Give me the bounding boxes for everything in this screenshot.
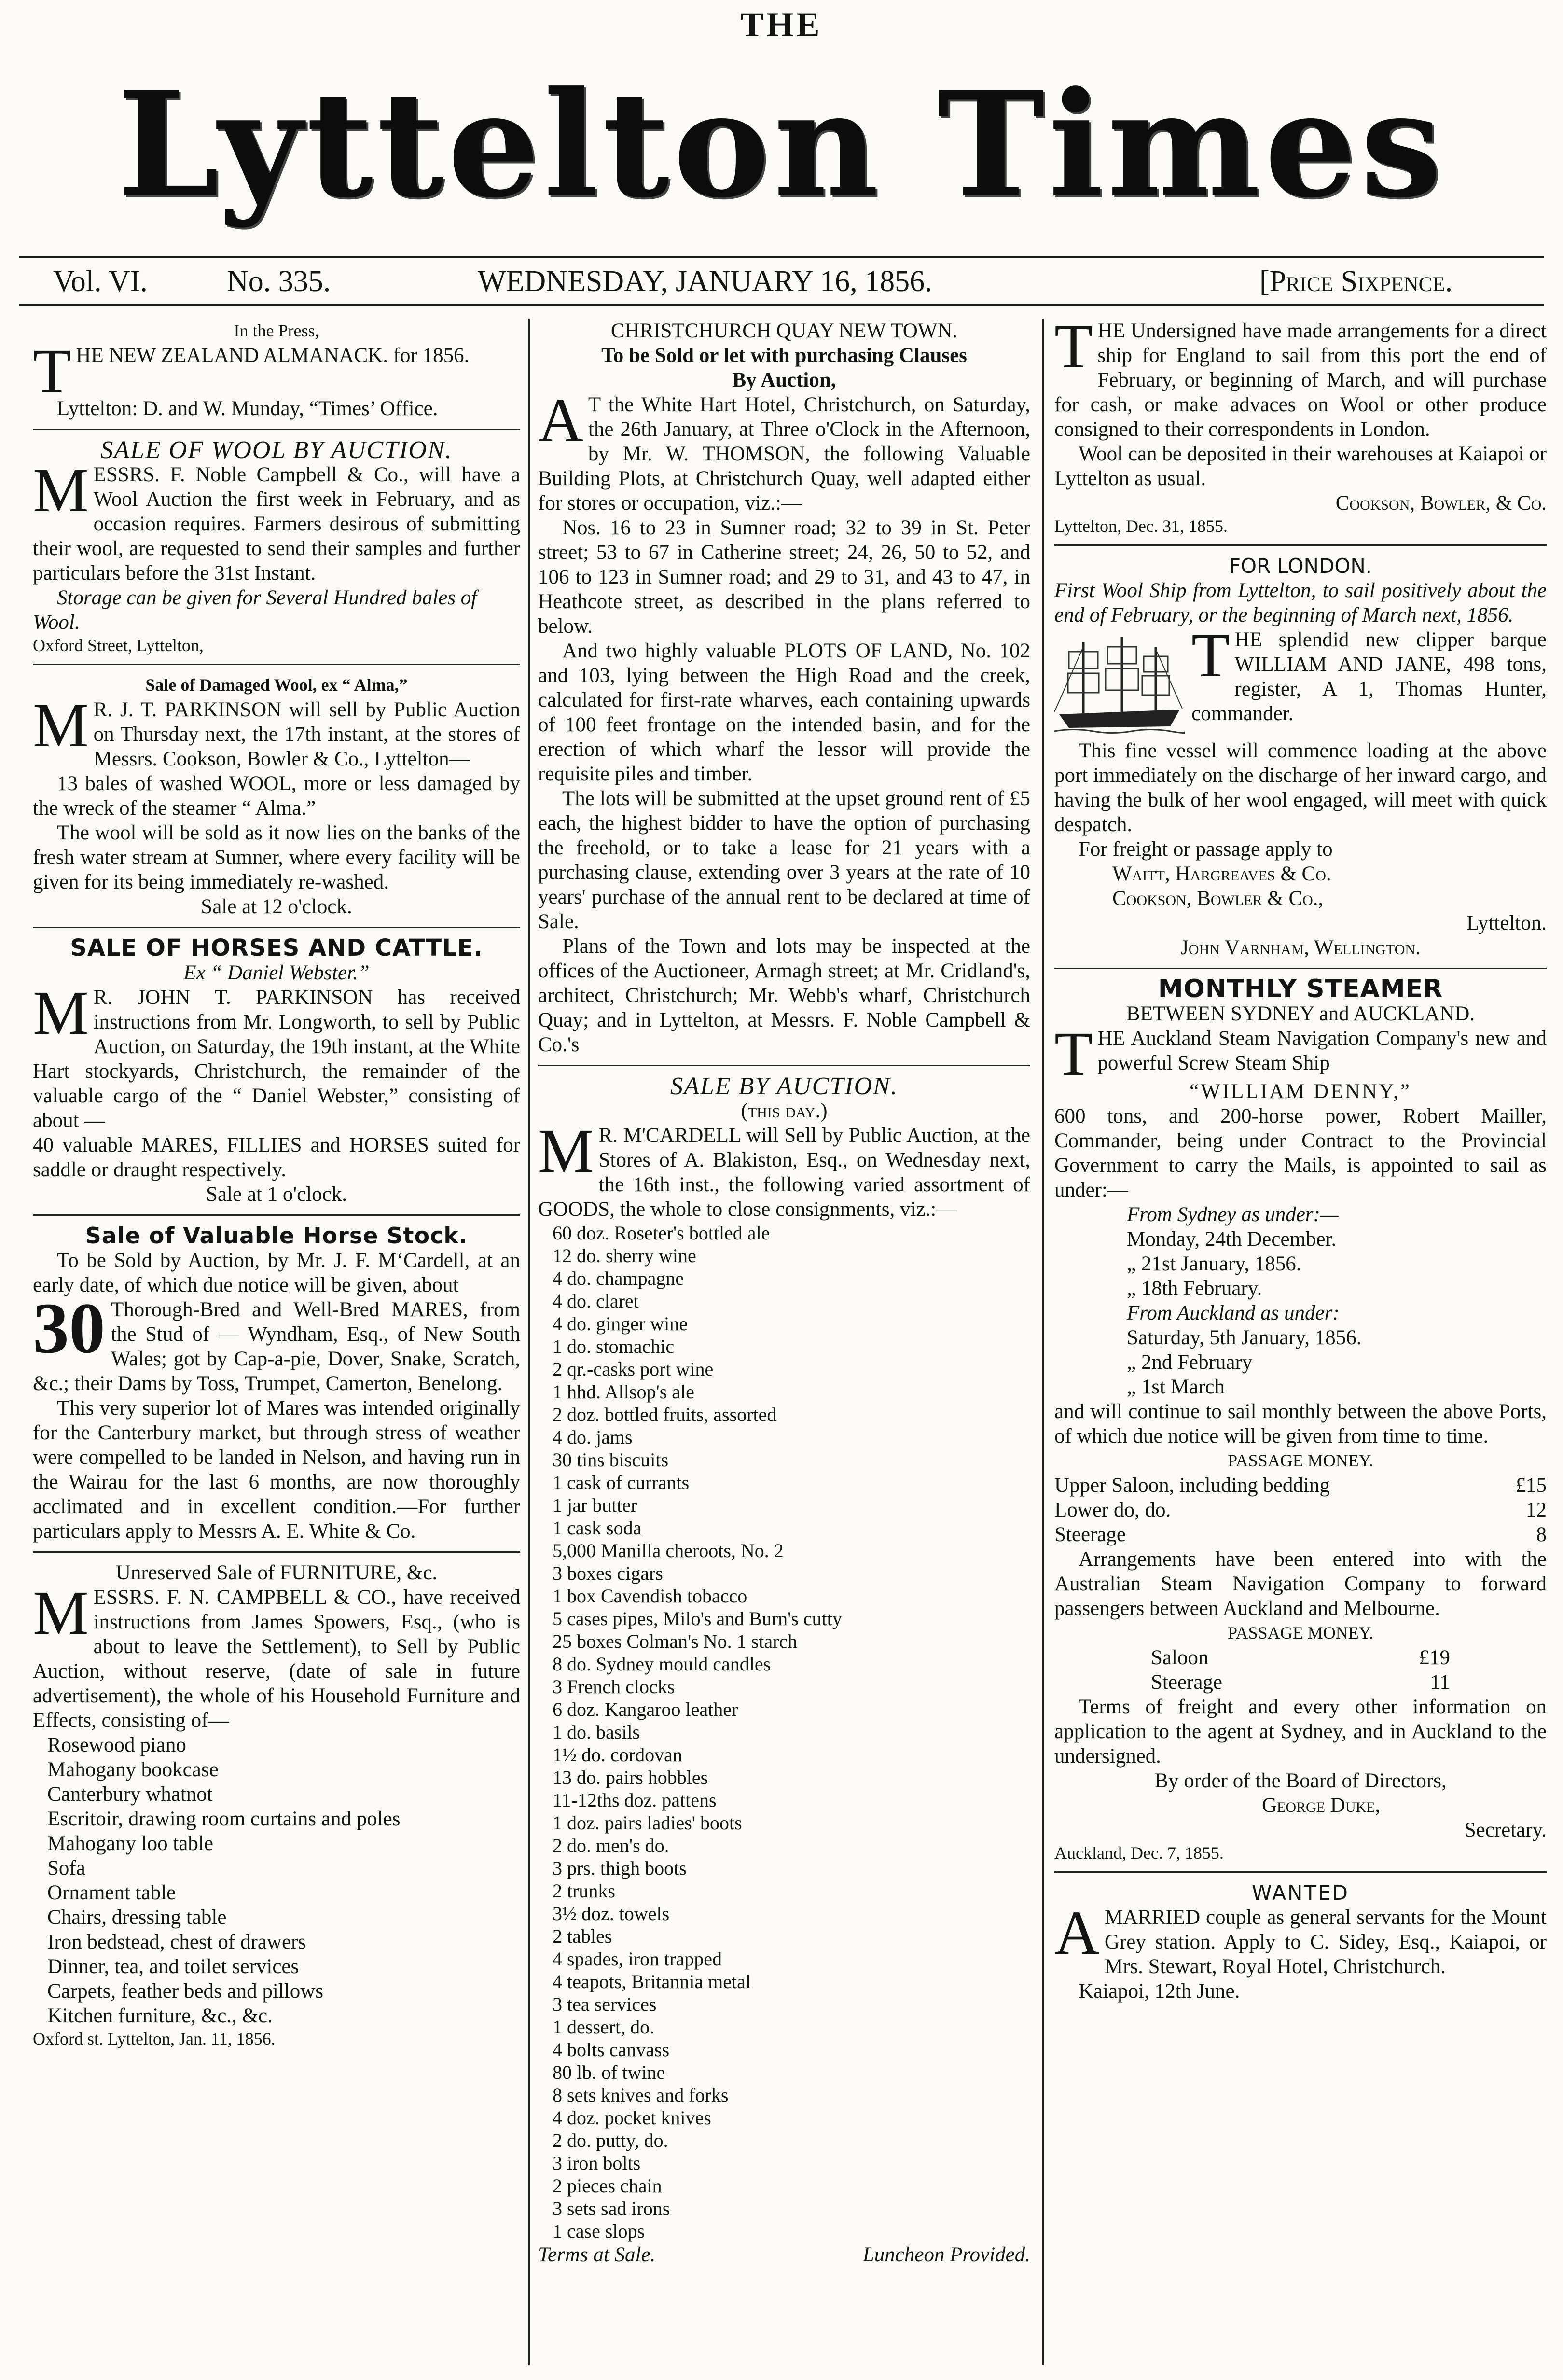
fares-table <box>1054 1645 1547 1695</box>
advert-paragraph: and will continue to sail monthly between the above Ports, of which due notice will be given from time to time. <box>1054 1400 1547 1447</box>
list-item: 5,000 Manilla cheroots, No. 2 <box>553 1540 784 1561</box>
list-item: 2 trunks <box>553 1880 615 1902</box>
advert-paragraph: The wool will be sold as it now lies on the banks of the fresh water stream at Sumner, where every facility will be given for its being immediately re-washed. <box>33 821 520 893</box>
list-item: 2 do. putty, do. <box>553 2129 668 2151</box>
list-item: 1 dessert, do. <box>553 2016 655 2038</box>
list-item: 13 do. pairs hobbles <box>553 1767 708 1788</box>
sailing-date: „ 1st March <box>1127 1376 1225 1398</box>
drop-cap: M <box>33 456 89 525</box>
furniture-list <box>33 1733 520 2028</box>
advert-signature: Lyttelton. <box>1466 912 1547 934</box>
auckland-heading: From Auckland as under: <box>1127 1302 1340 1324</box>
drop-cap: T <box>1054 319 1093 381</box>
list-item: Chairs, dressing table <box>47 1906 227 1929</box>
advert-paragraph: Terms of freight and every other information on application to the agent at Sydney, and in Auckland to the undersigned. <box>1054 1696 1547 1768</box>
advert-luncheon: Luncheon Provided. <box>862 2243 1030 2266</box>
advert-heading: FOR LONDON. <box>1229 554 1372 578</box>
advert-date: Lyttelton, Dec. 31, 1855. <box>1054 516 1228 536</box>
column-divider <box>528 319 530 2365</box>
advert-footer: Oxford st. Lyttelton, Jan. 11, 1856. <box>33 2029 276 2048</box>
advert-direct-ship <box>1054 319 1547 537</box>
advert-paragraph: This fine vessel will commence loading at the above port immediately on the discharge of her inward cargo, and having the bulk of her wool engaged, will meet with quick despatch. <box>1054 739 1547 836</box>
goods-list <box>538 1222 1030 2242</box>
advert-text: HE Undersigned have made arrangements for a direct ship for England to sail from this port the end of February, or beginning of March, and will purchase for cash, or make advaces on Wool or other produce consigned to their correspondents in London. <box>1054 320 1547 441</box>
advert-paragraph: This very superior lot of Mares was intended originally for the Canterbury market, but through stress of weather were compelled to be landed in Nelson, and having run in the Wairau for the last 6 months, are now thoroughly acclimated and in excellent condition.—For further particulars apply to Messrs A. E. White & Co. <box>33 1397 520 1543</box>
column-divider <box>1042 319 1044 2365</box>
advert-paragraph: To be Sold by Auction, by Mr. J. F. M‘Cardell, at an early date, of which due notice will be given, about <box>33 1249 520 1296</box>
advert-signature: Cookson, Bowler & Co., <box>1112 887 1324 910</box>
advert-paragraph: 13 bales of washed WOOL, more or less damaged by the wreck of the steamer “ Alma.” <box>33 772 520 820</box>
advert-signature-title: Secretary. <box>1464 1819 1547 1841</box>
list-item: 1 do. stomachic <box>553 1336 675 1357</box>
sailing-date: Monday, 24th December. <box>1127 1228 1337 1251</box>
list-item: 25 boxes Colman's No. 1 starch <box>553 1630 798 1652</box>
drop-cap: M <box>33 978 89 1048</box>
auckland-dates <box>1054 1325 1547 1399</box>
drop-cap: T <box>1191 621 1230 690</box>
fare-row <box>1151 1670 1450 1695</box>
advert-paragraph: Nos. 16 to 23 in Sumner road; 32 to 39 in St. Peter street; 53 to 67 in Catherine street; 24, 26, 50 to 52, and 106 to 123 in Sumner road; and 29 to 31, and 43 to 47, in Heathcote street, as described in the plans referred to below. <box>538 516 1030 638</box>
list-item: Escritoir, drawing room curtains and poles <box>47 1808 401 1830</box>
fare-price: 11 <box>1430 1671 1450 1694</box>
list-item: 1 hhd. Allsop's ale <box>553 1381 694 1403</box>
advert-text: ESSRS. F. N. CAMPBELL & CO., have received instructions from James Spowers, Esq., (who is about to leave the Settlement), to Sell by Public Auction, without reserve, (date of sale in future advertisement), the whole of his Household Furniture and Effects, consisting of— <box>33 1586 520 1732</box>
sydney-heading: From Sydney as under:— <box>1127 1203 1339 1226</box>
ship-name: “WILLIAM DENNY,” <box>1190 1080 1411 1103</box>
list-item: 4 teapots, Britannia metal <box>553 1971 751 1992</box>
fare-label: Steerage <box>1054 1523 1126 1546</box>
drop-cap: T <box>33 336 71 406</box>
list-item: Canterbury whatnot <box>47 1783 213 1806</box>
advert-heading: SALE OF HORSES AND CATTLE. <box>70 934 483 961</box>
fare-label: Lower do, do. <box>1054 1499 1171 1521</box>
list-item: Rosewood piano <box>47 1734 186 1756</box>
fares-table <box>1054 1473 1547 1547</box>
advert-subheading: (this day.) <box>741 1100 828 1122</box>
list-item: 80 lb. of twine <box>553 2061 665 2083</box>
list-item: 60 doz. Roseter's bottled ale <box>553 1222 770 1244</box>
list-item: 4 do. champagne <box>553 1267 684 1289</box>
advert-text: T the White Hart Hotel, Christchurch, on Saturday, the 26th January, at Three o'Clock in the Afternoon, by Mr. W. THOMSON, the following Valuable Building Plots, at Christchurch Quay, well adapted either for stores or occupation, viz.:— <box>538 393 1030 515</box>
advert-subheading: By Auction, <box>732 369 836 391</box>
advert-text: R. J. T. PARKINSON will sell by Public Auction on Thursday next, the 17th instant, at the stores of Messrs. Cookson, Bowler & Co., Lyttelton— <box>93 698 520 770</box>
dateline <box>43 264 1530 303</box>
advert-heading: CHRISTCHURCH QUAY NEW TOWN. <box>610 320 958 342</box>
list-item: 3 sets sad irons <box>553 2198 670 2219</box>
advert-for-london <box>1054 554 1547 960</box>
list-item: 3 prs. thigh boots <box>553 1857 687 1879</box>
list-item: 8 do. Sydney mould candles <box>553 1653 771 1675</box>
fare-price: 12 <box>1526 1499 1547 1521</box>
advert-paragraph: And two highly valuable PLOTS OF LAND, No. 102 and 103, lying between the High Road and the creek, calculated for first-rate wharves, each containing upwards of 100 feet frontage on the intended basin, and for the erection of which wharf the lessor will provide the requisite piles and timber. <box>538 640 1030 785</box>
list-item: 4 bolts canvass <box>553 2039 670 2060</box>
fare-row <box>1054 1473 1547 1498</box>
list-item: Carpets, feather beds and pillows <box>47 1980 323 2003</box>
advert-address: Oxford Street, Lyttelton, <box>33 636 204 655</box>
advert-text: R. M'CARDELL will Sell by Public Auction, at the Stores of A. Blakiston, Esq., on Wednesday next, the 16th inst., the following varied assortment of GOODS, the whole to close consignments, viz.:— <box>538 1124 1030 1221</box>
divider <box>33 429 520 430</box>
advert-paragraph: 40 valuable MARES, FILLIES and HORSES suited for saddle or draught respectively. <box>33 1134 520 1181</box>
advert-date: Kaiapoi, 12th June. <box>1079 1980 1240 2003</box>
passage-money-heading: PASSAGE MONEY. <box>1227 1451 1374 1470</box>
advert-paragraph: Wool can be deposited in their warehouses at Kaiapoi or Lyttelton as usual. <box>1054 443 1547 490</box>
divider <box>538 1065 1030 1066</box>
list-item: 1 jar butter <box>553 1494 637 1516</box>
list-item: 1 box Cavendish tobacco <box>553 1585 747 1607</box>
advert-text: R. JOHN T. PARKINSON has received instructions from Mr. Longworth, to sell by Public Auction, on Saturday, the 19th instant, at the White Hart stockyards, Christchurch, the remainder of the valuable cargo of the “ Daniel Webster,” consisting of about — <box>33 986 520 1132</box>
fare-label: Steerage <box>1151 1671 1223 1694</box>
advert-text: HE Auckland Steam Navigation Company's new and powerful Screw Steam Ship <box>1097 1027 1547 1074</box>
divider <box>1054 968 1547 969</box>
advert-furniture <box>33 1560 520 2049</box>
list-item: 3 iron bolts <box>553 2152 641 2174</box>
volume: Vol. VI. <box>53 265 148 298</box>
list-item: 30 tins biscuits <box>553 1449 669 1471</box>
pre-title: THE <box>740 5 823 44</box>
list-item: Iron bedstead, chest of drawers <box>47 1931 306 1953</box>
advert-subheading: To be Sold or let with purchasing Clauses <box>601 344 967 367</box>
list-item: 1 case slops <box>553 2220 645 2242</box>
list-item: 2 pieces chain <box>553 2175 662 2197</box>
list-item: Kitchen furniture, &c., &c. <box>47 2004 273 2027</box>
issue-number: No. 335. <box>227 265 331 298</box>
newspaper-title: Lyttelton Times <box>117 59 1446 230</box>
advert-signature: Waitt, Hargreaves & Co. <box>1112 863 1331 885</box>
advert-damaged-wool <box>33 673 520 919</box>
list-item: 5 cases pipes, Milo's and Burn's cutty <box>553 1608 842 1629</box>
column-1 <box>33 319 520 2375</box>
advert-heading: Sale of Damaged Wool, ex “ Alma,” <box>145 675 408 695</box>
top-rule <box>19 256 1544 258</box>
list-item: 1 doz. pairs ladies' boots <box>553 1812 742 1834</box>
advert-horse-stock <box>33 1224 520 1544</box>
list-item: 6 doz. Kangaroo leather <box>553 1698 738 1720</box>
ship-illustration-icon <box>1054 632 1185 738</box>
list-item: Mahogany bookcase <box>47 1758 219 1781</box>
advert-text: HE NEW ZEALAND ALMANACK. for 1856. <box>76 344 470 367</box>
list-item: 3 boxes cigars <box>553 1562 663 1584</box>
list-item: Dinner, tea, and toilet services <box>47 1955 299 1978</box>
issue-date: WEDNESDAY, JANUARY 16, 1856. <box>478 265 932 298</box>
advert-paragraph: The lots will be submitted at the upset ground rent of £5 each, the highest bidder to have the option of purchasing the freehold, or to take a lease for 21 years with a purchasing clause, extending over 3 years at the rate of 10 years' purchase of the annual rent to be declared at time of Sale. <box>538 787 1030 933</box>
column-3 <box>1054 319 1547 2375</box>
drop-cap: A <box>538 386 583 455</box>
fare-row <box>1151 1645 1450 1670</box>
divider <box>1054 544 1547 546</box>
fare-label: Upper Saloon, including bedding <box>1054 1474 1330 1497</box>
fare-label: Saloon <box>1151 1646 1209 1669</box>
list-item: 2 doz. bottled fruits, assorted <box>553 1404 777 1425</box>
advert-heading: SALE OF WOOL BY AUCTION. <box>100 436 453 464</box>
divider <box>33 664 520 665</box>
fare-price: £15 <box>1515 1474 1547 1497</box>
list-item: 2 qr.-casks port wine <box>553 1358 714 1380</box>
fare-row <box>1054 1498 1547 1522</box>
list-item: 4 spades, iron trapped <box>553 1948 722 1970</box>
advert-paragraph: 600 tons, and 200-horse power, Robert Mailler, Commander, being under Contract to the Provincial Government to carry the Mails, is appointed to sail as under:— <box>1054 1105 1547 1201</box>
drop-cap: T <box>1054 1019 1093 1089</box>
fare-row <box>1054 1522 1547 1547</box>
dateline-rule <box>19 304 1544 306</box>
advert-text: Thorough-Bred and Well-Bred MARES, from the Stud of — Wyndham, Esq., of New South Wales; got by Cap-a-pie, Dover, Snake, Scratch, &c.; their Dams by Toss, Trumpet, Camerton, Benelong. <box>33 1298 520 1395</box>
price: [Price Sixpence. <box>1259 265 1453 298</box>
list-item: 1 do. basils <box>553 1721 640 1743</box>
advert-line: Lyttelton: D. and W. Munday, “Times’ Office. <box>57 397 438 420</box>
list-item: 2 do. men's do. <box>553 1835 669 1856</box>
divider <box>33 1214 520 1216</box>
advert-heading: In the Press, <box>234 321 319 340</box>
advert-subheading: First Wool Ship from Lyttelton, to sail positively about the end of February, or the beginning of March next, 1856. <box>1054 579 1547 626</box>
advert-paragraph: Plans of the Town and lots may be inspected at the offices of the Auctioneer, Armagh street; at Mr. Cridland's, architect, Christchurch; Mr. Webb's wharf, Christchurch Quay; and in Lyttelton, at Messrs. F. Noble Campbell & Co.'s <box>538 935 1030 1056</box>
list-item: Ornament table <box>47 1881 176 1904</box>
advert-text: HE splendid new clipper barque WILLIAM AND JANE, 498 tons, register, A 1, Thomas Hunter, commander. <box>1191 628 1547 725</box>
advert-heading: SALE BY AUCTION. <box>670 1072 898 1100</box>
advert-storage: Storage can be given for Several Hundred bales of Wool. <box>33 586 477 634</box>
drop-cap: M <box>538 1116 594 1186</box>
advert-sale-time: Sale at 1 o'clock. <box>206 1183 347 1206</box>
advert-order: By order of the Board of Directors, <box>1154 1769 1447 1792</box>
advert-horses-cattle <box>33 936 520 1207</box>
list-item: 2 tables <box>553 1925 612 1947</box>
sydney-dates <box>1054 1227 1547 1301</box>
list-item: 8 sets knives and forks <box>553 2084 729 2106</box>
advert-sale-time: Sale at 12 o'clock. <box>201 895 352 918</box>
advert-terms: Terms at Sale. <box>538 2243 656 2266</box>
passage-money-heading: PASSAGE MONEY. <box>1227 1623 1374 1642</box>
advert-paragraph: For freight or passage apply to <box>1079 838 1333 861</box>
advert-sale-by-auction <box>538 1074 1030 2267</box>
advert-text: MARRIED couple as general servants for the Mount Grey station. Apply to C. Sidey, Esq., Kaiapoi, or Mrs. Stewart, Royal Hotel, Christchurch. <box>1104 1906 1547 1978</box>
list-item: 11-12ths doz. pattens <box>553 1789 717 1811</box>
list-item: 3 tea services <box>553 1993 657 2015</box>
advert-heading: Unreserved Sale of FURNITURE, &c. <box>115 1561 438 1584</box>
advert-wanted <box>1054 1880 1547 2004</box>
drop-cap: A <box>1054 1898 1100 1968</box>
list-item: 4 doz. pocket knives <box>553 2107 711 2129</box>
column-2 <box>538 319 1030 2375</box>
list-item: 4 do. jams <box>553 1426 633 1448</box>
advert-almanack <box>33 319 520 421</box>
list-item: 3 French clocks <box>553 1676 675 1698</box>
divider <box>33 927 520 928</box>
advert-quay-town <box>538 319 1030 1057</box>
advert-paragraph: Arrangements have been entered into with the Australian Steam Navigation Company to forward passengers between Auckland and Melbourne. <box>1054 1548 1547 1620</box>
advert-subheading: Ex “ Daniel Webster.” <box>183 961 370 984</box>
drop-cap: 30 <box>33 1288 105 1368</box>
list-item: 1 cask soda <box>553 1517 642 1539</box>
sailing-date: „ 21st January, 1856. <box>1127 1253 1301 1275</box>
list-item: 4 do. claret <box>553 1290 639 1312</box>
advert-date: Auckland, Dec. 7, 1855. <box>1054 1843 1224 1863</box>
list-item: 1 cask of currants <box>553 1472 690 1493</box>
drop-cap: M <box>33 691 89 760</box>
advert-heading: Sale of Valuable Horse Stock. <box>85 1223 468 1249</box>
list-item: Sofa <box>47 1857 85 1879</box>
divider <box>1054 1871 1547 1873</box>
list-item: 4 do. ginger wine <box>553 1313 688 1335</box>
advert-subheading: BETWEEN SYDNEY and AUCKLAND. <box>1126 1002 1475 1025</box>
advert-heading: MONTHLY STEAMER <box>1158 974 1443 1003</box>
list-item: Mahogany loo table <box>47 1832 213 1855</box>
list-item: 3½ doz. towels <box>553 1903 670 1924</box>
advert-heading: WANTED <box>1252 1881 1349 1905</box>
advert-signature: George Duke, <box>1262 1794 1381 1817</box>
sailing-date: Saturday, 5th January, 1856. <box>1127 1326 1362 1349</box>
list-item: 1½ do. cordovan <box>553 1744 682 1766</box>
divider <box>33 1551 520 1553</box>
fare-price: £19 <box>1419 1646 1450 1669</box>
advert-wool-auction <box>33 438 520 656</box>
advert-signature: Cookson, Bowler, & Co. <box>1335 492 1547 515</box>
advert-monthly-steamer <box>1054 974 1547 1864</box>
advert-signature: John Varnham, Wellington. <box>1180 936 1421 959</box>
drop-cap: M <box>33 1578 89 1648</box>
list-item: 12 do. sherry wine <box>553 1245 696 1267</box>
fare-price: 8 <box>1536 1523 1547 1546</box>
advert-text: ESSRS. F. Noble Campbell & Co., will have a Wool Auction the first week in February, and as occasion requires. Farmers desirous of submitting their wool, are requested to send their samples and further particulars before the 31st Instant. <box>33 463 520 585</box>
sailing-date: „ 2nd February <box>1127 1351 1253 1374</box>
sailing-date: „ 18th February. <box>1127 1277 1262 1300</box>
